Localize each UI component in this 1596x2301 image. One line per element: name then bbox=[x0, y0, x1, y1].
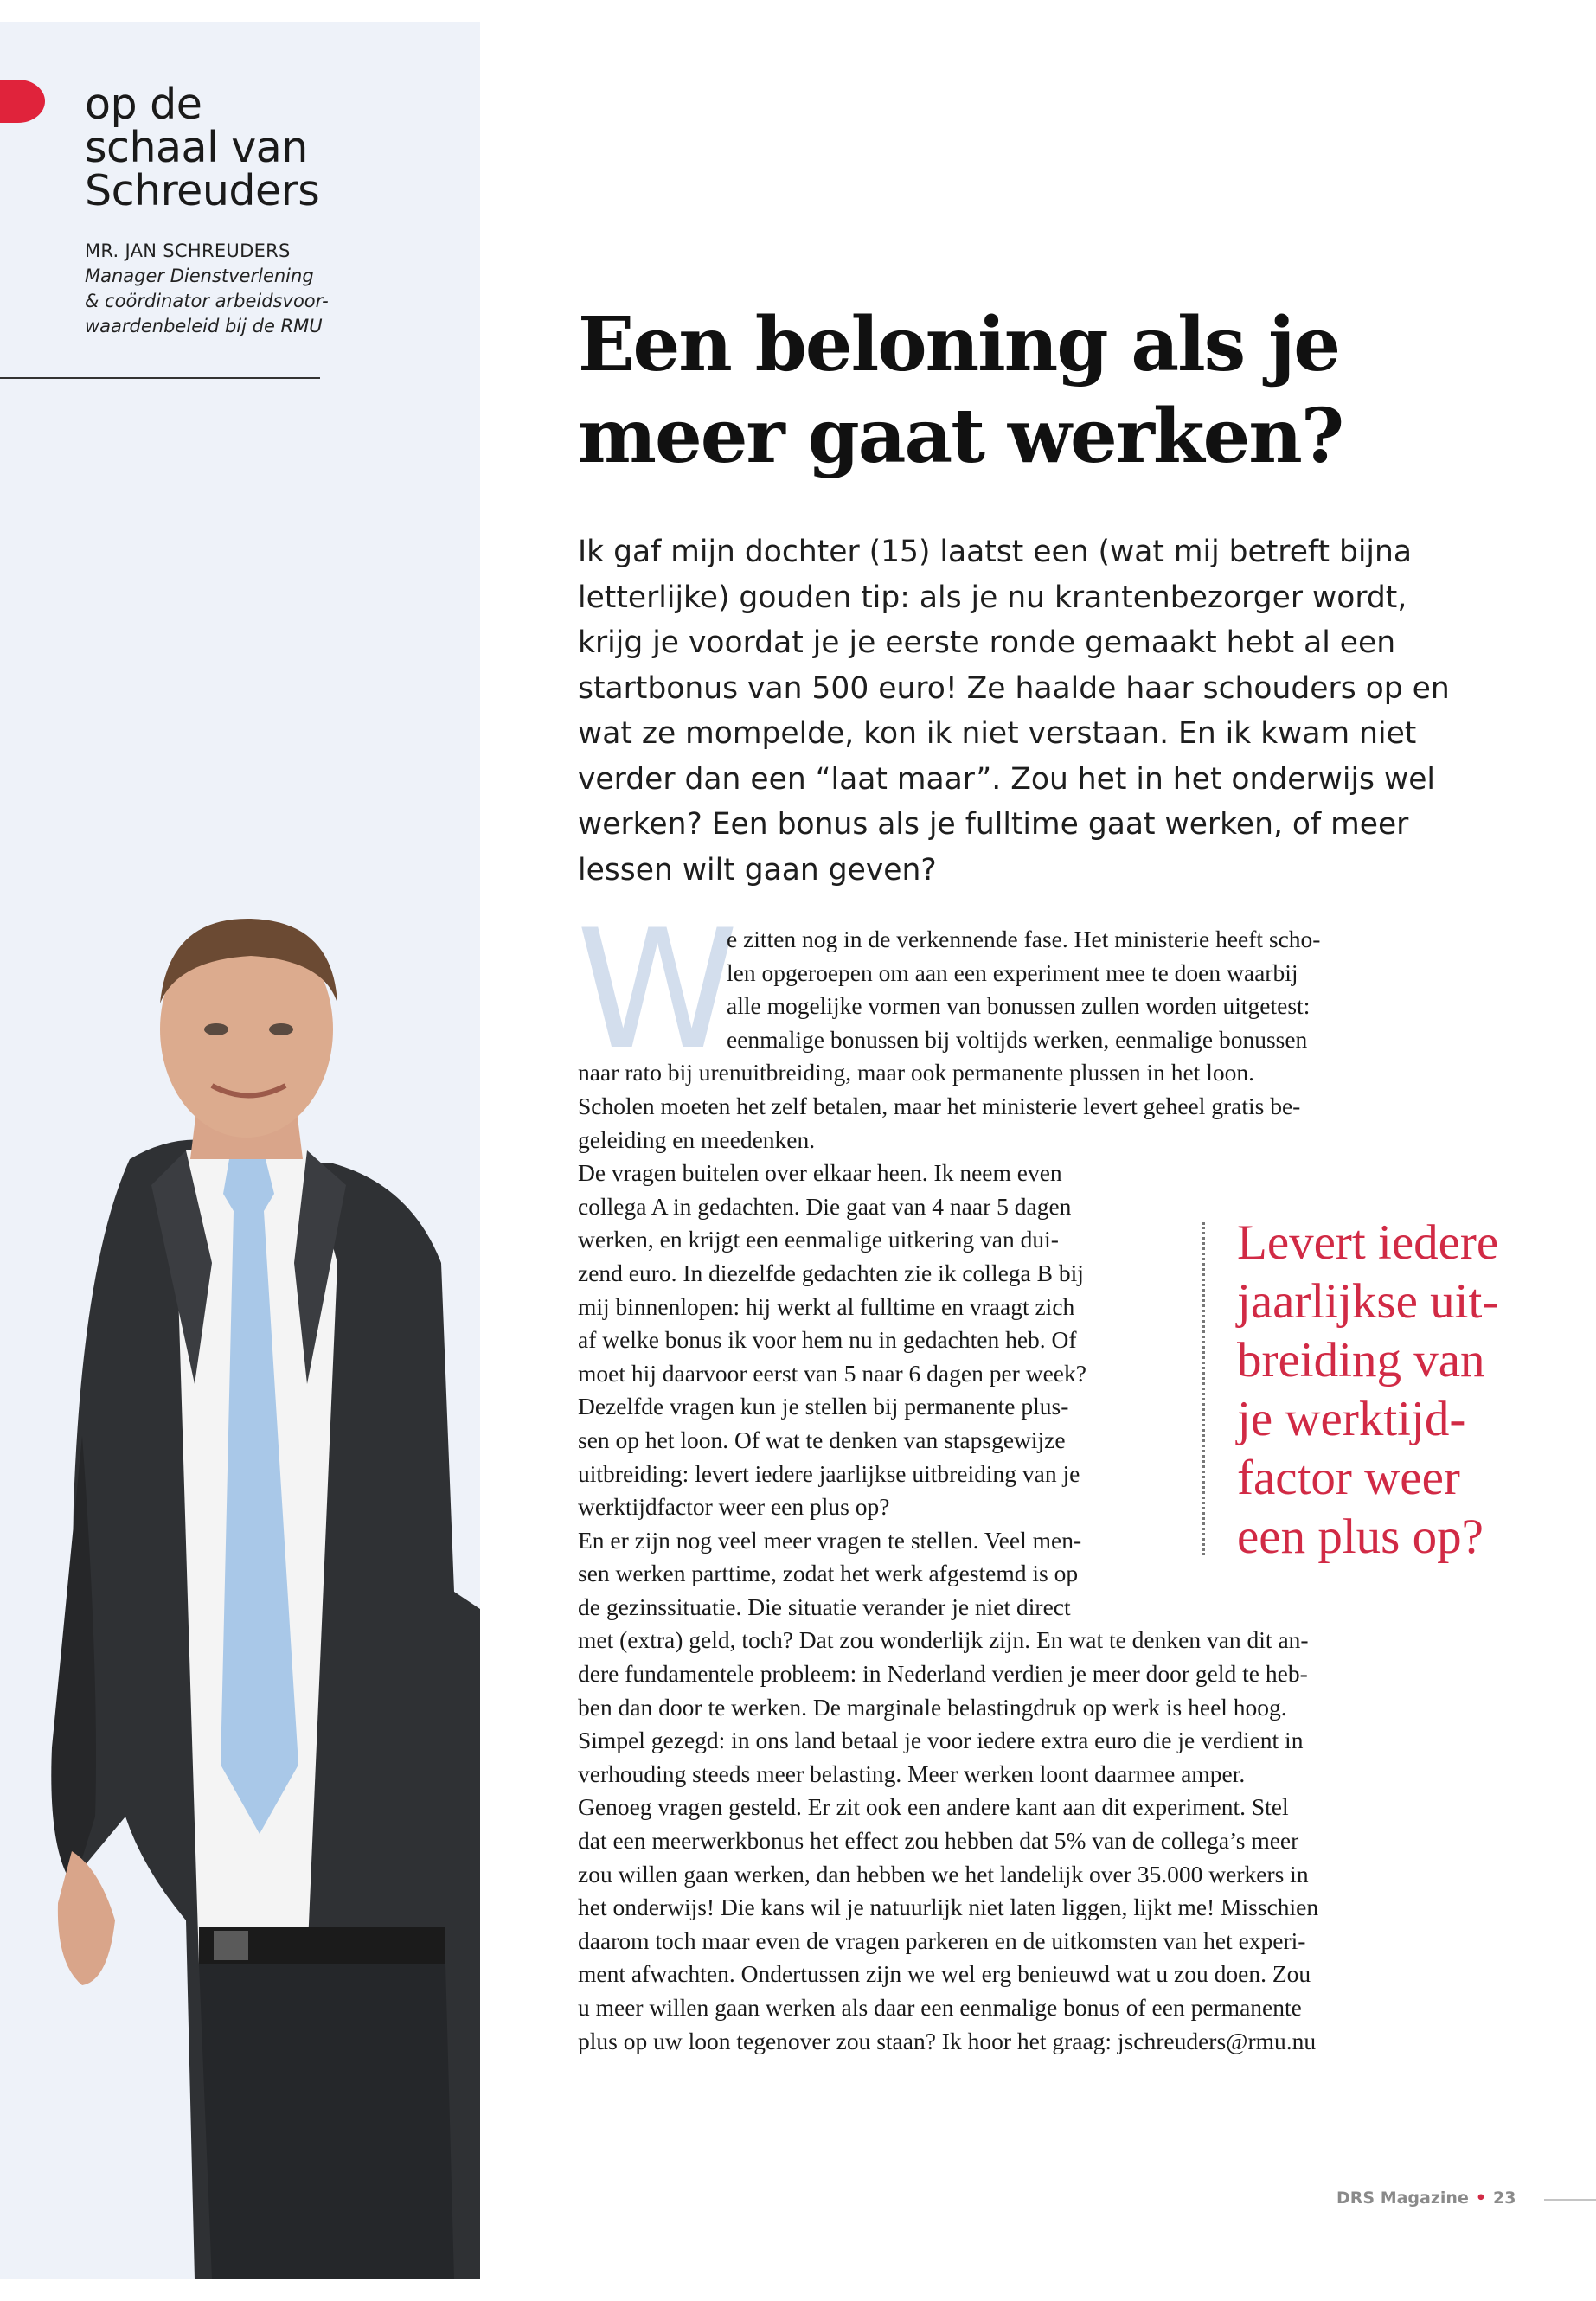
intro-line: werken? Een bonus als je fulltime gaat werken, of meer bbox=[578, 807, 1409, 842]
intro-paragraph bbox=[578, 529, 1450, 893]
body-line: af welke bonus ik voor hem nu in gedachten heb. Of bbox=[578, 1326, 1077, 1354]
author-byline bbox=[85, 239, 370, 339]
pull-quote-line: Levert iedere bbox=[1237, 1215, 1499, 1270]
body-line: werken, en krijgt een eenmalige uitkering van dui- bbox=[578, 1226, 1059, 1253]
body-line: Genoeg vragen gesteld. Er zit ook een andere kant aan dit experiment. Stel bbox=[578, 1793, 1289, 1821]
body-line: len opgeroepen om aan een experiment mee te doen waarbij bbox=[727, 958, 1298, 986]
headline-line: meer gaat werken? bbox=[578, 393, 1343, 480]
body-line: geleiding en meedenken. bbox=[578, 1125, 816, 1153]
body-line: uitbreiding: levert iedere jaarlijkse uitbreiding van je bbox=[578, 1459, 1080, 1487]
page-number: 23 bbox=[1493, 2189, 1516, 2208]
body-line: moet hij daarvoor eerst van 5 naar 6 dagen per week? bbox=[578, 1359, 1086, 1387]
author-name: MR. JAN SCHREUDERS bbox=[85, 240, 291, 261]
intro-line: startbonus van 500 euro! Ze haalde haar schouders op en bbox=[578, 670, 1450, 706]
body-line: eenmalige bonussen bij voltijds werken, eenmalige bonussen bbox=[727, 1025, 1308, 1053]
bullet-separator: • bbox=[1475, 2189, 1486, 2208]
sidebar-divider bbox=[0, 377, 320, 379]
body-line: zou willen gaan werken, dan hebben we het landelijk over 35.000 werkers in bbox=[578, 1860, 1309, 1888]
headline-line: Een beloning als je bbox=[578, 301, 1339, 388]
body-line: dere fundamentele probleem: in Nederland verdien je meer door geld te heb- bbox=[578, 1660, 1308, 1688]
pull-quote-line: je werktijd- bbox=[1237, 1392, 1466, 1446]
body-line: met (extra) geld, toch? Dat zou wonderlijk zijn. En wat te denken van dit an- bbox=[578, 1626, 1309, 1654]
magazine-name: DRS Magazine bbox=[1336, 2189, 1469, 2208]
body-line: dat een meerwerkbonus het effect zou hebben dat 5% van de collega’s meer bbox=[578, 1827, 1299, 1855]
dropcap-letter: W bbox=[576, 894, 739, 1086]
body-line: werktijdfactor weer een plus op? bbox=[578, 1493, 890, 1521]
page-footer bbox=[1336, 2189, 1516, 2208]
body-line: verhouding steeds meer belasting. Meer werken loont daarmee amper. bbox=[578, 1759, 1246, 1787]
body-line: Simpel gezegd: in ons land betaal je voor iedere extra euro die je verdient in bbox=[578, 1727, 1304, 1754]
author-role-line: & coördinator arbeidsvoor- bbox=[85, 291, 329, 311]
body-line: En er zijn nog veel meer vragen te stellen. Veel men- bbox=[578, 1526, 1082, 1554]
author-role-line: Manager Dienstverlening bbox=[85, 266, 314, 286]
body-line: Scholen moeten het zelf betalen, maar het ministerie levert geheel gratis be- bbox=[578, 1092, 1301, 1119]
column-title-line: Schreuders bbox=[85, 166, 320, 215]
author-role-line: waardenbeleid bij de RMU bbox=[85, 316, 323, 336]
body-line: collega A in gedachten. Die gaat van 4 naar 5 dagen bbox=[578, 1192, 1072, 1220]
body-line: sen op het loon. Of wat te denken van stapsgewijze bbox=[578, 1426, 1066, 1453]
article-headline bbox=[578, 299, 1486, 483]
pull-quote bbox=[1237, 1214, 1531, 1567]
intro-line: letterlijke) gouden tip: als je nu krantenbezorger wordt, bbox=[578, 580, 1407, 615]
body-line: het onderwijs! Die kans wil je natuurlijk niet laten liggen, lijkt me! Misschien bbox=[578, 1894, 1319, 1921]
pull-quote-line: een plus op? bbox=[1237, 1509, 1484, 1564]
body-line: plus op uw loon tegenover zou staan? Ik hoor het graag: jschreuders@rmu.nu bbox=[578, 2027, 1317, 2054]
column-title-line: schaal van bbox=[85, 123, 308, 172]
intro-line: krijg je voordat je je eerste ronde gemaakt hebt al een bbox=[578, 625, 1396, 660]
pull-quote-line: breiding van bbox=[1237, 1333, 1485, 1388]
body-line: e zitten nog in de verkennende fase. Het ministerie heeft scho- bbox=[727, 926, 1321, 952]
body-line: u meer willen gaan werken als daar een eenmalige bonus of een permanente bbox=[578, 1994, 1302, 2021]
body-line: mij binnenlopen: hij werkt al fulltime en vraagt zich bbox=[578, 1292, 1075, 1320]
body-line: daarom toch maar even de vragen parkeren en de uitkomsten van het experi- bbox=[578, 1926, 1306, 1954]
pull-quote-line: factor weer bbox=[1237, 1451, 1460, 1505]
body-line: sen werken parttime, zodat het werk afgestemd is op bbox=[578, 1560, 1079, 1587]
body-line: zend euro. In diezelfde gedachten zie ik collega B bij bbox=[578, 1259, 1084, 1286]
body-line: alle mogelijke vormen van bonussen zullen worden uitgetest: bbox=[727, 992, 1311, 1020]
pull-quote-dotted-rule bbox=[1202, 1222, 1205, 1555]
intro-line: verder dan een “laat maar”. Zou het in het onderwijs wel bbox=[578, 761, 1436, 797]
body-line: ment afwachten. Ondertussen zijn we wel erg benieuwd wat u zou doen. Zou bbox=[578, 1960, 1311, 1988]
column-title bbox=[85, 80, 431, 215]
intro-line: Ik gaf mijn dochter (15) laatst een (wat mij betreft bijna bbox=[578, 535, 1413, 569]
intro-line: lessen wilt gaan geven? bbox=[578, 852, 937, 888]
author-portrait bbox=[48, 900, 480, 2279]
body-line: de gezinssituatie. Die situatie verander je niet direct bbox=[578, 1593, 1071, 1620]
footer-rule bbox=[1544, 2199, 1596, 2201]
pull-quote-line: jaarlijkse uit- bbox=[1237, 1274, 1499, 1329]
body-line: De vragen buitelen over elkaar heen. Ik neem even bbox=[578, 1159, 1062, 1187]
body-line: ben dan door te werken. De marginale belastingdruk op werk is heel hoog. bbox=[578, 1693, 1287, 1721]
body-line: Dezelfde vragen kun je stellen bij permanente plus- bbox=[578, 1393, 1069, 1420]
column-title-line: op de bbox=[85, 80, 202, 129]
body-line: naar rato bij urenuitbreiding, maar ook permanente plussen in het loon. bbox=[578, 1059, 1254, 1086]
intro-line: wat ze mompelde, kon ik niet verstaan. En ik kwam niet bbox=[578, 716, 1417, 751]
